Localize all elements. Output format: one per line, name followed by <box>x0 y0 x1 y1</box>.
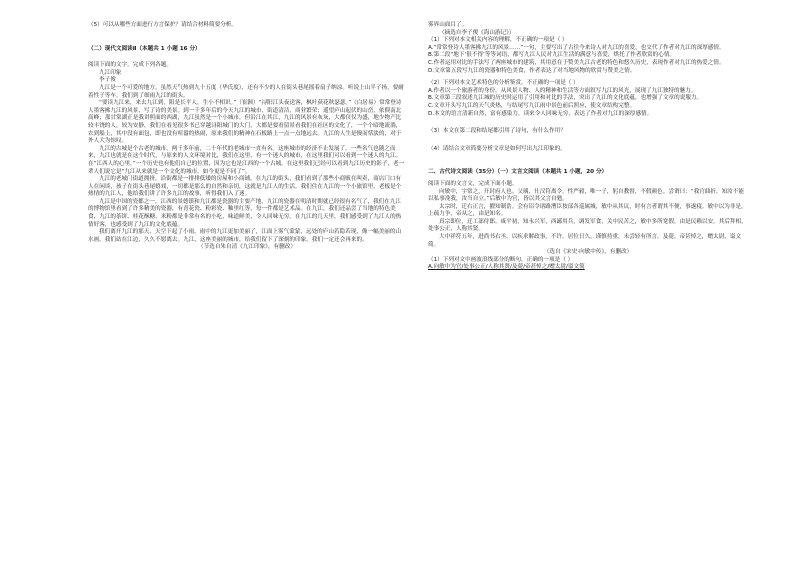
classical-paragraph: 向敏中，字常之，开封府人也。父瑀，仕汉符离令。性严毅，唯一子，躬自教督，不假颜色。尝谓曰：“我官曲折，知汝不能以私事凂我，汝当自立。”后敏中为官，皆以其父言自勉。 <box>428 188 744 203</box>
essay-paragraph: 我们离开九江的那天，天空下起了小雨，雨中的九江更加美丽了，江面上雾气蒙蒙，远处的庐山若隐若现，像一幅美丽的山水画。我们站在江边，久久不愿离去。九江，这座美丽的城市，给我们留下了深刻的印象，我们一定还会再来的。 <box>88 229 402 243</box>
classical-question-1-option-a: A.向敏中为官/处事公正/人称其贤/及薨/帝甚悼之/赠太尉/谥文简 <box>428 264 585 271</box>
classical-paragraph: 太宗时，迁右正言，擢知制诰。会有诏令诸路漕臣按部各巡属城，敏中从其议，时有言者谓其不便，事遂寝。敏中以为非是，上疏力争，帝从之，由是知名。 <box>428 203 747 218</box>
question-5-tail: （5）可以从哪些方面进行方言保护？请结合材料简要分析。 <box>88 22 237 28</box>
question-2-option-b: B.文章第三段叙述九江城的历史时运用了引用和对比的手法，突出了九江的文化底蕴，也增强了文章的说服力。 <box>428 95 703 102</box>
essay-paragraph: 九江是一个可爱的地方。虽然天气热到九十五度（华氏度），还有不少的人在街头巷尾摇着扇子纳凉。听说上山半子扬，要耐着性子等车。我们到了细雨九江的街头。 <box>88 84 404 99</box>
essay-paragraph: “要读九江来，来去九江到，阳是长平人，生小不相识。”（崔颢）“浔阳江头夜送客，枫叶荻花秋瑟瑟。”（白居易）常常登诗人墨客拂九江的风景，写了诗的美景。到一千多年后的今天九江的城市，街道清洁，商业繁荣；遥望庐山起伏的山峦，依偎南北高峰；那甘棠湖正是我讲照面的西湖，九江虽然是一个小城市，但沿江在其江，九江的风景有灰灰，大都仅仅为盛，地少物产比较丰饶的人，较为安静，我们在看见很多书已穿越浔阳城门的大门，大都是要看留景看我们在社区的文化了，一个个暗地流淌，农到船上，其中没有面包，即也没有喧嚣的热闹，原来我们的精神在石板路上一点一点地远去。九江的人生是慢而恬淡的，对于外人大为惊叹。 <box>88 100 402 145</box>
question-3: （3）本文在第二段和结尾都引用了诗句，有什么作用？ <box>428 128 566 135</box>
classical-instruction: 阅读下面的文言文，完成下面小题。 <box>428 180 518 187</box>
essay-paragraph: 九江是中国的瓷都之一，江西的景德镇和九江都是瓷器的主要产地，九江的瓷器在明清时期就已经很有名气了，我们在九江的博物馆里看到了许多精美的瓷器，有青花瓷、粉彩瓷、釉里红等，每一件都是艺术品。在九江，我们还品尝了当地的特色美食，九江的茶饼、桂花酥糖、米粉都是非常有名的小吃，味道鲜美，令人回味无穷。在九江的几天里，我们感受到了九江人的热情好客，也感受到了九江的文化底蕴。 <box>88 198 402 228</box>
question-2-option-c: C.文章开头写九江的天气炎热，与结尾写九江雨中景色前后照应，使文章结构完整。 <box>428 102 636 109</box>
question-1-option-d: D.文章第五段写九江的瓷器和特色美食，作者表达了对当地风物的欣赏与赞美之情。 <box>428 67 636 74</box>
section-heading-modern-reading-2: （二）现代文阅读Ⅱ（本题共 1 小题 16 分） <box>88 45 201 52</box>
passage-source: （摘选自李子俊《海山游记》） <box>439 29 515 36</box>
question-1-option-b: B.第二段“地下‘很不得’等等词语，都写九江人民对九江生活的满意与喜爱，烘托了作者欣赏的心情。 <box>428 52 676 59</box>
question-1-option-c: C.作者运用对比的手法写了两座城市的建筑，其用意在于赞美九江古老的特色和悠久历史，表现作者对九江的热爱之情。 <box>428 59 725 66</box>
essay-paragraph: 九江的老城门街道拥挤，沿街都是一排排低矮的房屋和小商铺。在九江的街头，我们看到了那些小商贩在叫卖，商店门口有人在闲谈，孩子在街头巷尾嬉戏，一切都是那么的自然和亲切，这就是九江人的生活。我们住在九江的一个小旅馆里，老板是个热情的九江人，他给我们讲了许多九江的故事，听得我们入了迷。 <box>88 176 402 198</box>
reading-instruction: 阅读下面的文字，完成下列各题。 <box>88 62 172 69</box>
classical-source: （选自《宋史·向敏中传》，有删改） <box>543 249 633 256</box>
question-2-option-a: A.作者以一个旅游者的身份，从风景人物、人的精神和生活等方面叙写九江的风光，展现了九江独特的魅力。 <box>428 87 697 94</box>
essay-author: 李子俊 <box>99 77 116 84</box>
classical-question-1: （1）下列对文中画波浪线部分的断句，正确的一项是（ ） <box>428 256 574 263</box>
question-1-option-a: A.“常常登诗人墨客拂九江的风景……”一句，主要写出了古往今来诗人对九江的喜爱，也交代了作者对九江的深厚感情。 <box>428 44 725 51</box>
essay-paragraph: 九江的古城是个古老的城市，两千多年前，二十年代的老城市一直有名。这座城市的经济不止发展了，一些名气也随之而来，九江也就是在这个时代，与原来的人文环境对比，我们在这里，有一个迷人的城市，在这里我们可以看到一个迷人的九江。在“江西人的心里，”一个历史也有他们自己的位置，因为它也是江西的一个古城，在这里我们已经可以看到九江历史的影子，老一辈人们说它是“九江从来就是一个文化的城市，如今更是不同了”。 <box>88 145 405 175</box>
classical-paragraph: 大中祥符五年，进尚书右丞，以疾求解政事，不许。居位日久，谨慎持重，未尝轻有所言。及薨，帝甚悼之，赠太尉，谥文简。 <box>428 234 742 248</box>
classical-paragraph: 真宗即位，迁工部侍郎。咸平初，知永兴军，西鄙用兵，调发军食，关中民苦之，敏中多所宽假，由是民赖以安。其后拜相，处事公正，人称其贤。 <box>428 218 747 233</box>
essay-title: 九江印象 <box>99 69 122 76</box>
right-column <box>428 22 748 272</box>
passage-tail: 雾界山面目了。 <box>428 22 468 28</box>
question-2-option-d: D.本文的语言清新自然，富有感染力，读来令人回味无穷，表达了作者对九江的深厚感情。 <box>428 110 653 117</box>
section-heading-classical: 二、古代诗文阅读（35分）（一）文言文阅读（本题共 1 小题，20 分） <box>428 169 608 176</box>
left-column <box>88 22 406 252</box>
question-4: （4）请结合文章简要分析文章是如何写出九江印象的。 <box>428 145 566 152</box>
essay-source: （节选自朱自清《九江印象》，有删改） <box>198 244 296 251</box>
question-2: （2）下列对本文艺术特色的分析鉴赏，不正确的一项是（ ） <box>428 80 579 87</box>
question-1: （1）下列对本文相关内容的理解，不正确的一项是（ ） <box>428 37 568 44</box>
